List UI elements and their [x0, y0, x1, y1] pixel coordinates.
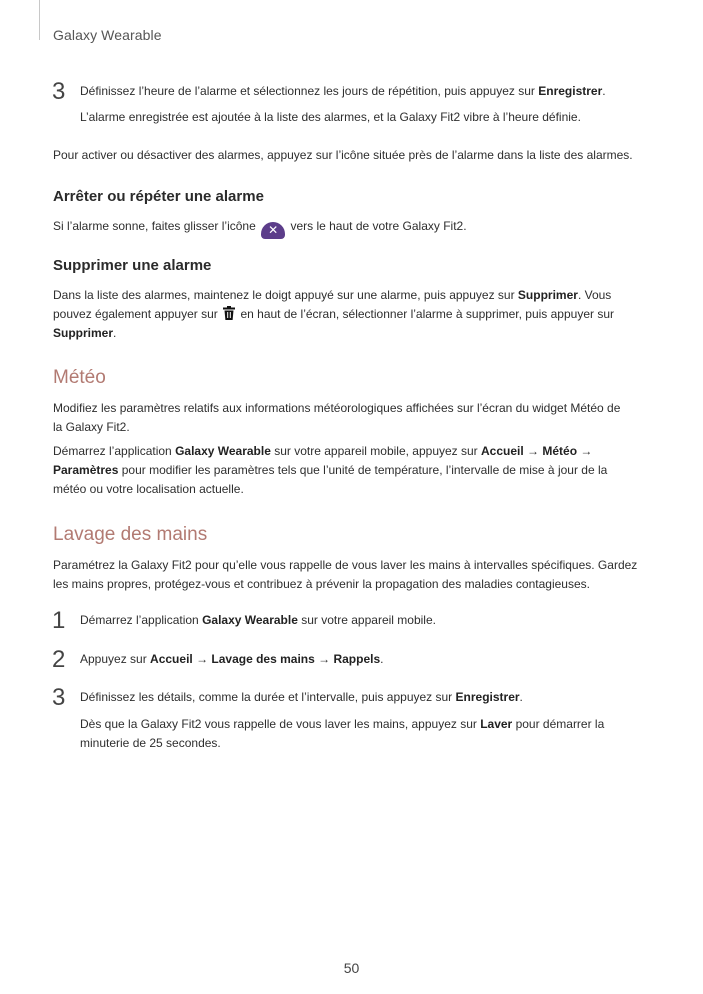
lavage-step-2: Appuyez sur Accueil → Lavage des mains → Rappels. [80, 652, 384, 666]
delete-alarm-line-1: Dans la liste des alarmes, maintenez le doigt appuyé sur une alarme, puis appuyez sur Supprimer. Vous [53, 288, 612, 302]
meteo-paragraph-2-line-3: météo ou votre localisation actuelle. [53, 482, 244, 496]
section-heading-delete-alarm: Supprimer une alarme [53, 257, 212, 274]
meteo-paragraph-1-line-2: la Galaxy Fit2. [53, 420, 130, 434]
delete-alarm-line-3: Supprimer. [53, 326, 117, 340]
lavage-step-3-sub-line-1: Dès que la Galaxy Fit2 vous rappelle de vous laver les mains, appuyez sur Laver pour démarrer la [80, 717, 605, 731]
meteo-paragraph-2-line-2: Paramètres pour modifier les paramètres tels que l’unité de température, l’intervalle de mise à jour de la [53, 463, 608, 477]
alarm-toggle-paragraph: Pour activer ou désactiver des alarmes, appuyez sur l’icône située près de l’alarme dans la liste des alarmes. [53, 148, 633, 162]
lavage-intro-line-2: les mains propres, protégez-vous et contribuez à prévenir la propagation des maladies contagieuses. [53, 577, 590, 591]
header-rule [39, 0, 40, 40]
step-number: 2 [52, 646, 66, 673]
step-text: Définissez l’heure de l’alarme et sélectionnez les jours de répétition, puis appuyez sur Enregistrer. [80, 84, 606, 98]
header-title: Galaxy Wearable [53, 27, 162, 43]
lavage-intro-line-1: Paramétrez la Galaxy Fit2 pour qu’elle vous rappelle de vous laver les mains à intervalles spécifiques. Gardez [53, 558, 638, 572]
lavage-step-3: Définissez les détails, comme la durée et l’intervalle, puis appuyez sur Enregistrer. [80, 690, 523, 704]
trash-icon [223, 306, 235, 326]
step-subtext: L’alarme enregistrée est ajoutée à la liste des alarmes, et la Galaxy Fit2 vibre à l’heure définie. [80, 110, 581, 124]
lavage-step-1: Démarrez l’application Galaxy Wearable sur votre appareil mobile. [80, 613, 436, 627]
step-number: 1 [52, 607, 66, 634]
stop-alarm-paragraph: Si l’alarme sonne, faites glisser l’icône ✕ vers le haut de votre Galaxy Fit2. [53, 219, 467, 237]
section-heading-stop-alarm: Arrêter ou répéter une alarme [53, 188, 264, 205]
lavage-step-3-sub-line-2: minuterie de 25 secondes. [80, 736, 221, 750]
section-heading-meteo: Météo [53, 367, 106, 388]
dismiss-alarm-icon: ✕ [261, 222, 285, 239]
section-heading-lavage: Lavage des mains [53, 524, 208, 545]
meteo-paragraph-2-line-1: Démarrez l’application Galaxy Wearable sur votre appareil mobile, appuyez sur Accueil → Météo → [53, 444, 593, 458]
page-number: 50 [343, 960, 360, 976]
meteo-paragraph-1-line-1: Modifiez les paramètres relatifs aux informations météorologiques affichées sur l’écran du widget Météo de [53, 401, 621, 415]
delete-alarm-line-2: pouvez également appuyer sur en haut de l’écran, sélectionner l’alarme à supprimer, puis appuyer sur [53, 305, 614, 326]
step-number: 3 [52, 684, 66, 711]
step-number: 3 [52, 78, 66, 105]
